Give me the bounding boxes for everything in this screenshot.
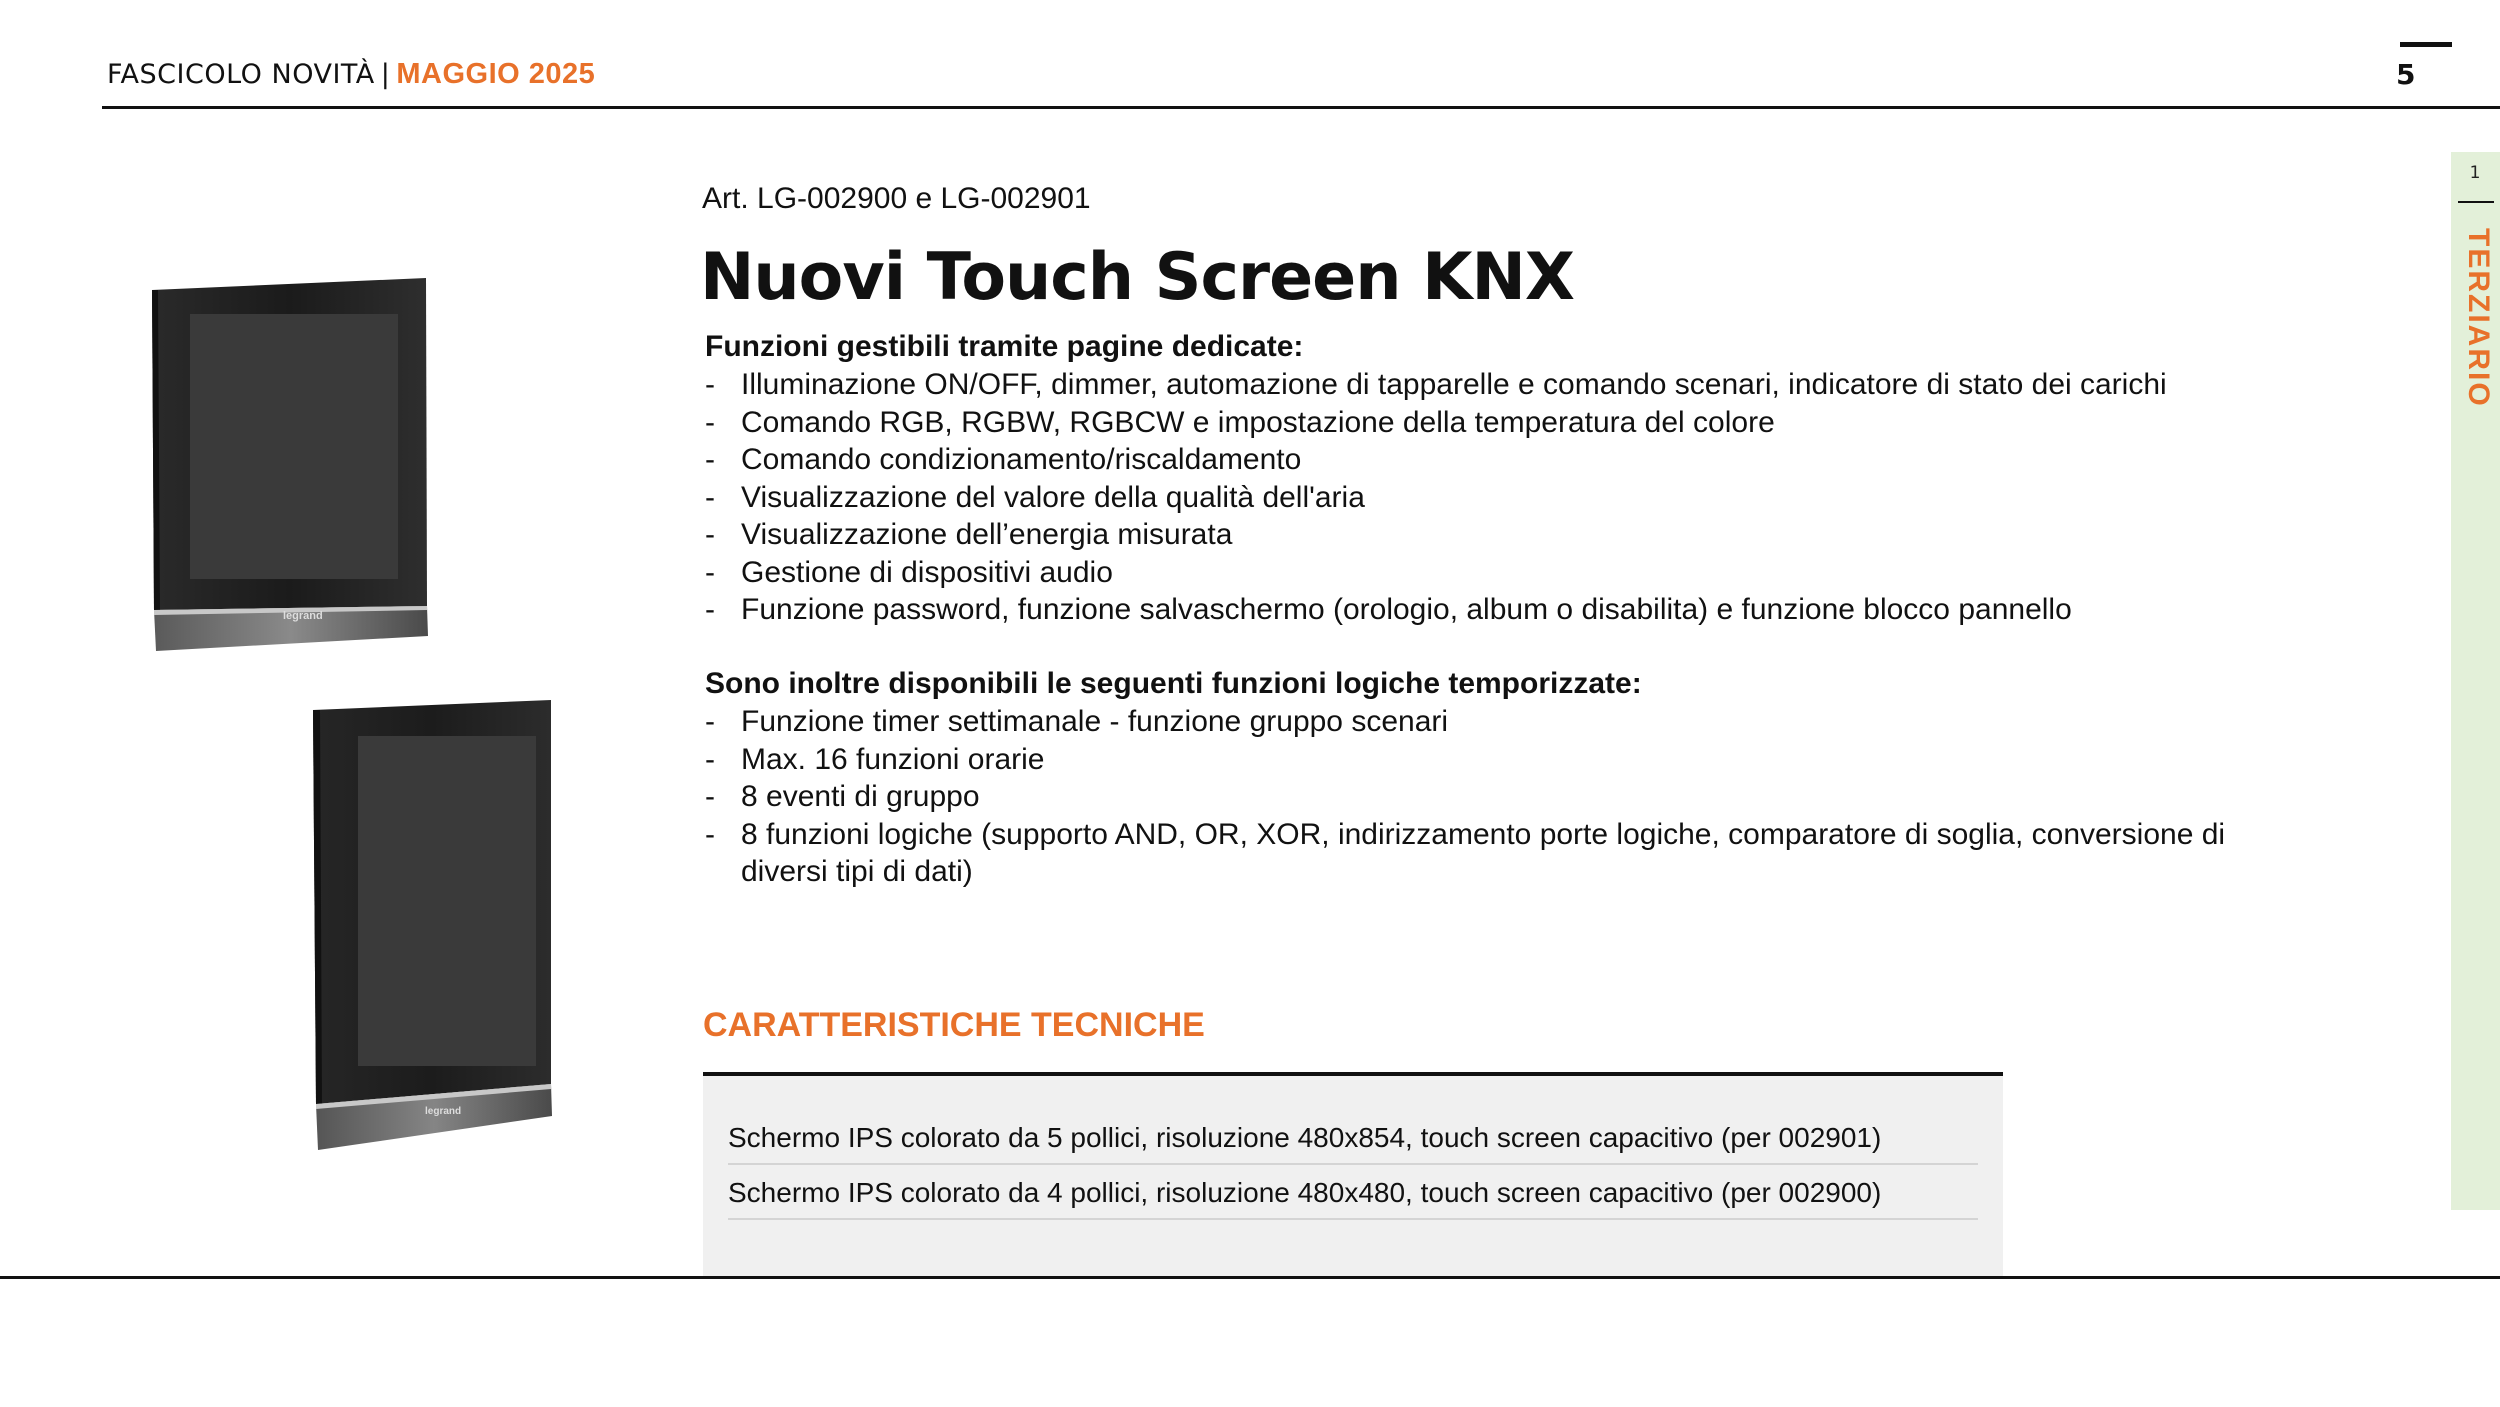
header-separator: | bbox=[380, 59, 391, 90]
article-code: Art. LG-002900 e LG-002901 bbox=[702, 182, 1091, 215]
publication-header bbox=[107, 58, 595, 91]
page-title: Nuovi Touch Screen KNX bbox=[700, 240, 1575, 315]
list-item: - Funzione timer settimanale - funzione gruppo scenari bbox=[705, 703, 2281, 741]
logic-functions-list bbox=[705, 703, 2281, 891]
list-item: - Funzione password, funzione salvaschermo (orologio, album o disabilita) e funzione blocco pannello bbox=[705, 591, 2167, 629]
technical-specs-box bbox=[703, 1076, 2003, 1276]
technical-heading: CARATTERISTICHE TECNICHE bbox=[703, 1006, 1205, 1044]
list-item: - Max. 16 funzioni orarie bbox=[705, 741, 2281, 779]
logic-functions-heading: Sono inoltre disponibili le seguenti funzioni logiche temporizzate: bbox=[705, 667, 1642, 700]
list-item: - 8 funzioni logiche (supporto AND, OR, XOR, indirizzamento porte logiche, comparatore di soglia, conversione di diversi tipi di dati) bbox=[705, 816, 2281, 891]
section-label: TERZIARIO bbox=[2462, 228, 2495, 408]
touch-screen-square-image bbox=[148, 276, 433, 656]
spec-row: Schermo IPS colorato da 5 pollici, risoluzione 480x854, touch screen capacitivo (per 002901) bbox=[728, 1122, 1978, 1165]
list-item: - Comando RGB, RGBW, RGBCW e impostazione della temperatura del colore bbox=[705, 404, 2167, 442]
list-item: - Illuminazione ON/OFF, dimmer, automazione di tapparelle e comando scenari, indicatore di stato dei carichi bbox=[705, 366, 2167, 404]
touch-screen-portrait-image bbox=[310, 698, 560, 1152]
list-item: - 8 eventi di gruppo bbox=[705, 778, 2281, 816]
footer-divider bbox=[0, 1276, 2500, 1279]
brand-logo: legrand bbox=[283, 610, 323, 622]
list-item: - Visualizzazione del valore della qualità dell'aria bbox=[705, 479, 2167, 517]
page-number-dash bbox=[2400, 42, 2452, 47]
header-divider bbox=[102, 106, 2500, 109]
section-number: 1 bbox=[2469, 163, 2481, 183]
publication-title: FASCICOLO NOVITÀ bbox=[107, 59, 375, 90]
functions-list bbox=[705, 366, 2167, 629]
list-item: - Comando condizionamento/riscaldamento bbox=[705, 441, 2167, 479]
publication-month: MAGGIO 2025 bbox=[396, 58, 596, 90]
list-item: - Gestione di dispositivi audio bbox=[705, 554, 2167, 592]
brand-logo: legrand bbox=[425, 1106, 462, 1117]
functions-heading: Funzioni gestibili tramite pagine dedicate: bbox=[705, 330, 1304, 363]
section-tab-divider bbox=[2458, 201, 2494, 203]
page-number: 5 bbox=[2396, 58, 2416, 91]
list-item: - Visualizzazione dell’energia misurata bbox=[705, 516, 2167, 554]
spec-row: Schermo IPS colorato da 4 pollici, risoluzione 480x480, touch screen capacitivo (per 002900) bbox=[728, 1177, 1978, 1220]
